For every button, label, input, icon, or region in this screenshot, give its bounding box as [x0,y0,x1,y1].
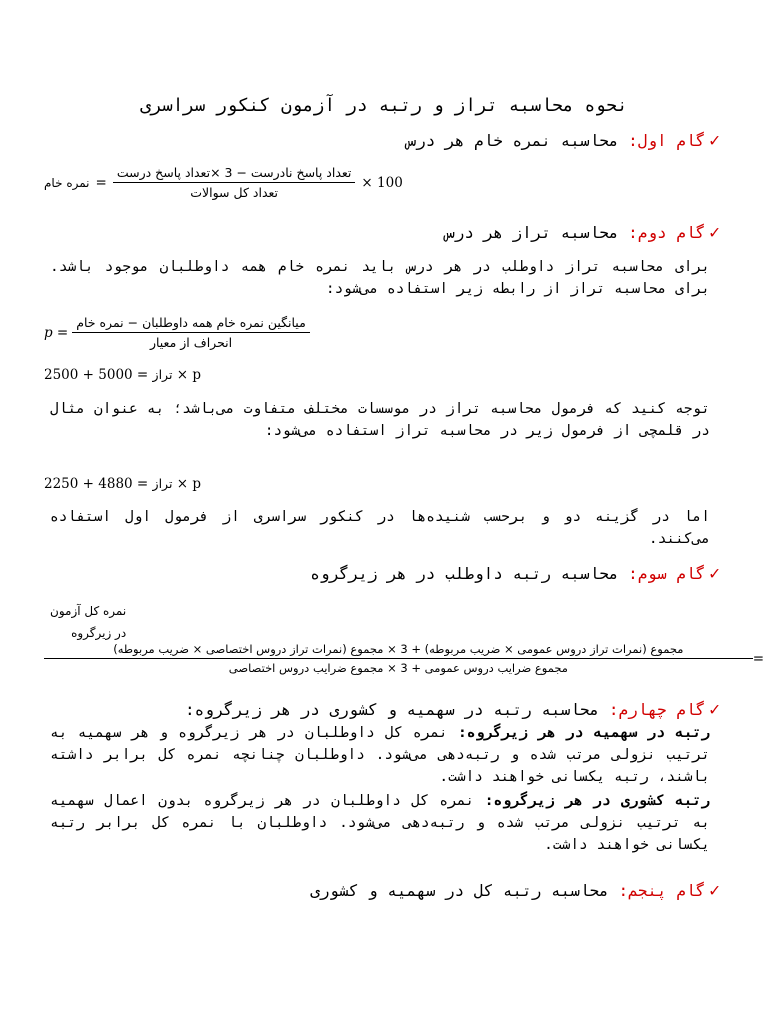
taraz-expression-2: = 4880 + 2250 × p [44,476,201,492]
raw-score-label: نمره خام [44,175,90,190]
total-score-eq: = [752,650,764,667]
step-3-label: گام سوم: [628,564,706,583]
step-5-text: محاسبه رتبه کل در سهمیه و کشوری [310,881,609,900]
check-icon: ✓ [709,563,720,584]
step-1-heading [407,130,720,151]
step-2-text: محاسبه تراز هر درس [445,223,619,242]
national-rank-text: نمره کل داوطلبان در هر زیرگروه بدون اعمال سهمیه به ترتیب نزولی مرتب شده و رتبه‌دهی می‌شود. داوطلبان با نمره کل برابر رتبه یکسانی خواهند داشت. [50,793,710,853]
check-icon: ✓ [709,880,720,901]
total-score-label-line1: نمره کل آزمون [50,604,127,618]
step-1-text: محاسبه نمره خام هر درس [406,131,619,150]
taraz-label-1: تراز [152,367,173,382]
check-icon: ✓ [709,222,720,243]
step-4-text: محاسبه رتبه در سهمیه و کشوری در هر زیرگروه: [184,700,600,719]
quota-rank-text: نمره کل داوطلبان در هر زیرگروه و هر سهمیه به ترتیب نزولی مرتب شده و رتبه‌دهی می‌شود. داوطلبان چنانچه نمره کل برابر داشته باشند، رتبه یکسانی خواهند داشت. [50,725,710,785]
check-icon: ✓ [709,699,720,720]
p-variable: p = [44,324,69,341]
raw-score-numerator: تعداد پاسخ نادرست − 3 ×تعداد پاسخ درست [113,165,356,183]
check-icon: ✓ [709,130,720,151]
total-score-numerator: مجموع (نمرات تراز دروس عمومی × ضریب مربوطه) + 3 × مجموع (نمرات تراز دروس اختصاصی × ضریب مربوطه) [44,642,753,659]
taraz-expression-1: = 5000 + 2500 × p [44,367,201,383]
total-score-label [50,600,126,644]
raw-score-formula: نمره خام = $\frac{\text{تعداد پاسخ نادرست − 3 ×تعداد پاسخ درست}}{\text{تعداد کل سوالات}}$ × 100 [44,165,403,200]
step-2-label: گام دوم: [628,223,706,242]
p-numerator: میانگین نمره خام همه داوطلبان − نمره خام [72,315,310,333]
step-4-block-2 [50,790,710,856]
step-4-heading [185,699,720,720]
total-score-label-line2: در زیرگروه [71,626,127,640]
quota-rank-title: رتبه در سهمیه در هر زیرگروه: [458,725,711,741]
step-4-block-1 [50,722,710,788]
taraz-formula-1 [44,367,201,383]
raw-score-denominator: تعداد کل سوالات [190,185,279,200]
taraz-formula-2 [44,476,201,492]
raw-score-factor: × 100 [361,174,403,191]
step-2-paragraph-3: اما در گزینه دو و برحسب شنیده‌ها در کنکور سراسری از فرمول اول استفاده می‌کنند. [50,509,710,547]
total-score-formula [44,642,768,675]
p-denominator: انحراف از معیار [149,335,233,350]
p-formula [44,315,310,350]
national-rank-title: رتبه کشوری در هر زیرگروه: [484,793,710,809]
step-4-label: گام چهارم: [608,700,706,719]
step-2-heading [445,222,720,243]
step-3-heading [310,563,720,584]
step-2-paragraph-2: توجه کنید که فرمول محاسبه تراز در موسسات مختلف متفاوت می‌باشد؛ به عنوان مثال در قلمچی از فرمول زیر در محاسبه تراز استفاده می‌شود: [50,401,710,439]
total-score-denominator: مجموع ضرایب دروس عمومی + 3 × مجموع ضرایب دروس اختصاصی [228,661,568,675]
page-title: نحوه محاسبه تراز و رتبه در آزمون کنکور سراسری [140,95,628,116]
step-5-heading [310,880,720,901]
step-2-paragraph-1: برای محاسبه تراز داوطلب در هر درس باید نمره خام همه داوطلبان موجود باشد. برای محاسبه تراز از رابطه زیر استفاده می‌شود: [50,259,710,297]
step-1-label: گام اول: [628,131,706,150]
step-3-text: محاسبه رتبه داوطلب در هر زیرگروه [310,564,619,583]
step-5-label: گام پنجم: [618,881,706,900]
taraz-label-2: تراز [152,476,173,491]
